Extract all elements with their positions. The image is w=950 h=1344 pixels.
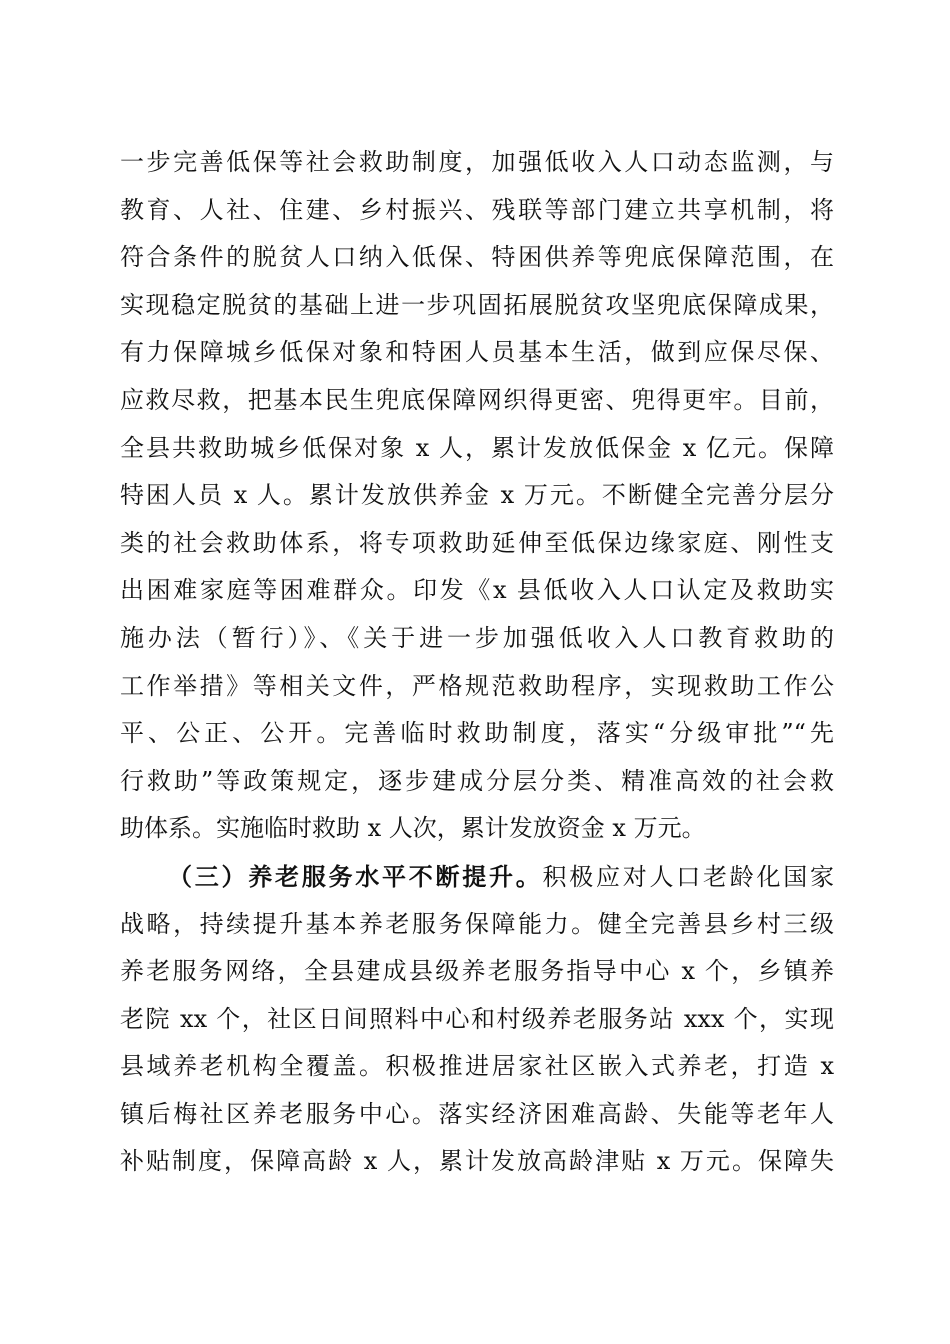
text-line: 平、公正、公开。完善临时救助制度，落实“分级审批”“先 xyxy=(120,719,834,748)
text-line: 镇后梅社区养老服务中心。落实经济困难高龄、失能等老年人 xyxy=(120,1099,834,1128)
text-line: 全县共救助城乡低保对象 x 人，累计发放低保金 x 亿元。保障 xyxy=(120,433,834,462)
text-line: 出困难家庭等困难群众。印发《x 县低收入人口认定及救助实 xyxy=(120,576,834,605)
text-line: 工作举措》等相关文件，严格规范救助程序，实现救助工作公 xyxy=(120,671,834,700)
text-line: 助体系。实施临时救助 x 人次，累计发放资金 x 万元。 xyxy=(120,814,706,843)
text-line: 有力保障城乡低保对象和特困人员基本生活，做到应保尽保、 xyxy=(120,338,834,367)
text-line: 类的社会救助体系，将专项救助延伸至低保边缘家庭、刚性支 xyxy=(120,528,834,557)
document-body xyxy=(120,139,834,1186)
text-line: 县域养老机构全覆盖。积极推进居家社区嵌入式养老，打造 x xyxy=(120,1052,834,1081)
text-line: 老院 xx 个，社区日间照料中心和村级养老服务站 xxx 个，实现 xyxy=(120,1004,834,1033)
text-line: 特困人员 x 人。累计发放供养金 x 万元。不断健全完善分层分 xyxy=(120,481,834,510)
text-line: 实现稳定脱贫的基础上进一步巩固拓展脱贫攻坚兜底保障成果， xyxy=(120,290,834,319)
text-line: 教育、人社、住建、乡村振兴、残联等部门建立共享机制，将 xyxy=(120,195,834,224)
text-line: 符合条件的脱贫人口纳入低保、特困供养等兜底保障范围，在 xyxy=(120,243,834,272)
text-line: 施办法（暂行）》、《关于进一步加强低收入人口教育救助的 xyxy=(120,623,834,652)
section-3-heading: （三）养老服务水平不断提升。 xyxy=(168,861,543,891)
section-3-first-line xyxy=(120,853,834,901)
text-line: 一步完善低保等社会救助制度，加强低收入人口动态监测，与 xyxy=(120,148,834,176)
text-line: 战略，持续提升基本养老服务保障能力。健全完善县乡村三级 xyxy=(120,909,834,938)
text-line: 补贴制度，保障高龄 x 人，累计发放高龄津贴 x 万元。保障失 xyxy=(120,1147,834,1176)
section-3-first-line-text: 积极应对人口老龄化国家 xyxy=(542,862,834,891)
text-line: 养老服务网络，全县建成县级养老服务指导中心 x 个，乡镇养 xyxy=(120,957,834,986)
text-line: 应救尽救，把基本民生兜底保障网织得更密、兜得更牢。目前， xyxy=(120,385,834,414)
text-line: 行救助”等政策规定，逐步建成分层分类、精准高效的社会救 xyxy=(120,766,834,795)
